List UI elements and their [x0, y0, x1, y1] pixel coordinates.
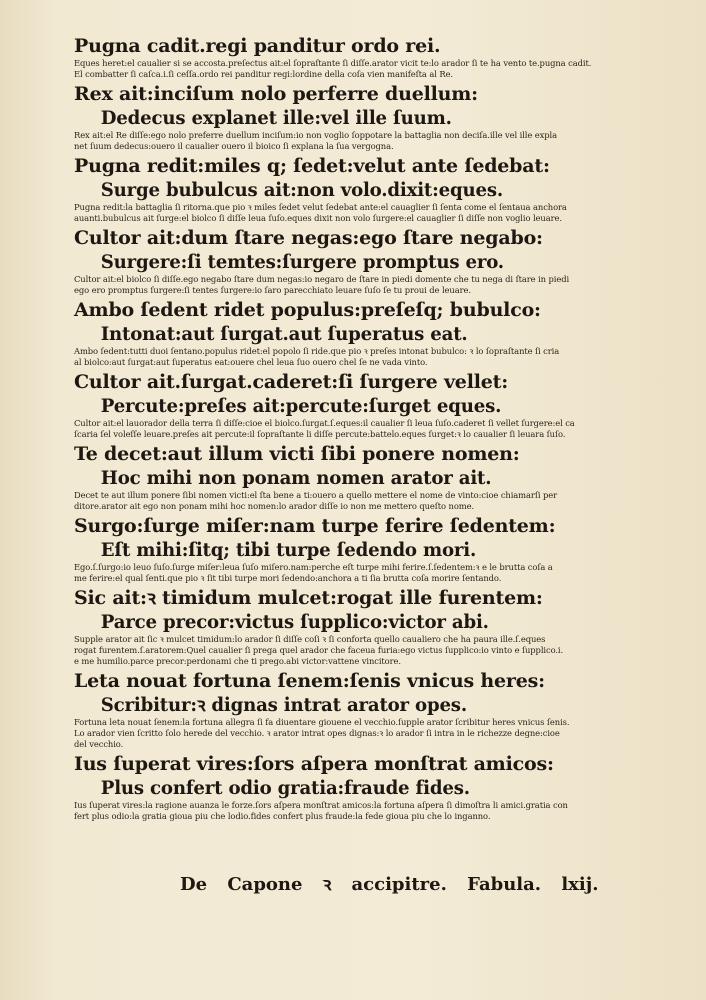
commentary-line: Pugna redit:la battaglia ſi ritorna.que pio ꝛ miles ſedet velut ſedebat ante:el cauaglier ſi ſenta come el ſentaua anchora	[74, 202, 567, 212]
verse-line: Te decet:aut illum victi ſibi ponere nomen:	[74, 443, 520, 465]
verse-line: Sic ait:ꝛ timidum mulcet:rogat ille furentem:	[74, 587, 543, 609]
verse-line: Pugna redit:miles q; ſedet:velut ante ſedebat:	[74, 155, 550, 177]
verse-line: Dedecus explanet ille:vel ille ſuum.	[100, 107, 452, 129]
verse-line: Leta nouat fortuna ſenem:ſenis vnicus heres:	[74, 670, 545, 692]
stanza	[74, 370, 694, 440]
commentary-line: Cultor ait:el biolco ſi diſſe.ego negabo ſtare dum negas:io negaro de ſtare in piedi domente che tu nega di ſtare in piedi	[74, 274, 570, 284]
commentary-line: al biolco:aut ſurgat:aut ſuperatus eat:ouere chel leua ſuo ouero chel ſe ne vada vinto.	[74, 357, 428, 367]
commentary-line: e me humilio.parce precor:perdonami che ti prego.abi victor:vattene vincitore.	[74, 656, 401, 666]
verse-line: Surgere:ſi temtes:ſurgere promptus ero.	[100, 251, 504, 273]
commentary-line: ditore.arator ait ego non ponam mihi hoc nomen:lo arador diſſe io non me mettero queſto nome.	[74, 501, 475, 511]
commentary-line: Ego.ſ.ſurgo:io leuo ſuſo.ſurge miſer:leua ſuſo miſero.nam:perche eſt turpe mihi ferire.ſ.ſedentem:ꝛ e le brutta coſa a	[74, 562, 553, 572]
verse-line: Intonat:aut ſurgat.aut ſuperatus eat.	[100, 323, 468, 345]
stanza	[74, 586, 694, 667]
next-fable-heading	[180, 872, 599, 896]
commentary-line: ego ero promptus ſurgere:ſi tentes ſurgere:io ſaro parecchiato leuare ſuſo ſe tu proui de leuare.	[74, 285, 471, 295]
verse-line: Eſt mihi:ſitq; tibi turpe ſedendo mori.	[100, 539, 477, 561]
commentary-line: Fortuna leta nouat ſenem:la fortuna allegra ſi fa diuentare giouene el vecchio.ſupple arator ſcribitur heres vnicus ſenis.	[74, 717, 570, 727]
stanza	[74, 752, 694, 822]
verse-line: Ius ſuperat vires:ſors aſpera monſtrat amicos:	[74, 753, 554, 775]
commentary-line: me ferire:el qual ſenti.que pio ꝛ ſit tibi turpe mori ſedendo:anchora a ti ſia brutta coſa morire ſentando.	[74, 573, 502, 583]
fable-text	[74, 34, 694, 824]
commentary-line: ſcaria ſel voleſſe leuare.preſes ait percute:il ſopraſtante li diſſe percute:battelo.eques ſurget:ꝛ lo caualier ſi leuara ſuſo.	[74, 429, 566, 439]
verse-line: Ambo ſedent ridet populus:preſeſq; bubulco:	[74, 299, 541, 321]
commentary-line: rogat furentem.ſ.aratorem:Quel caualier ſi prega quel arador che faceua furia:ego victus ſupplico:io vinto e ſupplico.i.	[74, 645, 564, 655]
stanza	[74, 298, 694, 368]
verse-line: Surge bubulcus ait:non volo.dixit:eques.	[100, 179, 503, 201]
verse-line: Percute:preſes ait:percute:ſurget eques.	[100, 395, 502, 417]
commentary-line: net ſuum dedecus:ouero il caualier ouero il bioico ſi explana la ſua vergogna.	[74, 141, 394, 151]
verse-line: Cultor ait.ſurgat.caderet:ſi ſurgere vellet:	[74, 371, 509, 393]
stanza	[74, 514, 694, 584]
commentary-line: Eques heret:el caualier si se accosta.preſectus ait:el ſopraſtante ſi diſſe.arator vicit te:lo arador ſi te ha vento te.pugna cadit.	[74, 58, 592, 68]
stanza	[74, 154, 694, 224]
commentary-line: Decet te aut illum ponere ſibi nomen victi:el ſta bene a ti:ouero a quello mettere el nome de vinto:cioe chiamarſi per	[74, 490, 557, 500]
verse-line: Cultor ait:dum ſtare negas:ego ſtare negabo:	[74, 227, 543, 249]
stanza	[74, 82, 694, 152]
stanza	[74, 442, 694, 512]
commentary-line: Cultor ait:el lauorador della terra ſi diſſe:cioe el biolco.ſurgat.ſ.eques:il caualier ſi leua ſuſo.caderet ſi vellet ſurgere:el ca	[74, 418, 575, 428]
commentary-line: Ambo ſedent:tutti duoi ſentano.populus ridet:el popolo ſi ride.que pio ꝛ preſes intonat bubulco: ꝛ lo ſopraſtante ſi cria	[74, 346, 560, 356]
next-fable-title: De Capone ꝛ accipitre.	[180, 874, 447, 895]
commentary-line: Ius ſuperat vires:la ragione auanza le forze.ſors aſpera monſtrat amicos:la fortuna aſpera ſi dimoſtra li amici.gratia con	[74, 800, 568, 810]
commentary-line: auanti.bubulcus ait ſurge:el biolco ſi diſſe leua ſuſo.eques dixit non volo ſurgere:el cauaglier ſi diſſe non voglio leuare.	[74, 213, 562, 223]
verse-line: Rex ait:inciſum nolo perferre duellum:	[74, 83, 478, 105]
commentary-line: fert plus odio:la gratia gioua piu che lodio.fides confert plus fraude:la fede gioua piu che lo inganno.	[74, 811, 491, 821]
verse-line: Plus confert odio gratia:fraude fides.	[100, 777, 470, 799]
stanza	[74, 34, 694, 80]
fable-number: lxij.	[561, 874, 599, 895]
verse-line: Hoc mihi non ponam nomen arator ait.	[100, 467, 492, 489]
commentary-line: Rex ait:el Re diſſe:ego nolo preferre duellum inciſum:io non voglio ſoppotare la battaglia non deciſa.ille vel ille expla	[74, 130, 557, 140]
stanza	[74, 226, 694, 296]
verse-line: Surgo:ſurge miſer:nam turpe ferire ſedentem:	[74, 515, 556, 537]
commentary-line: Supple arator ait ſic ꝛ mulcet timidum:lo arador ſi diſſe coſi ꝛ ſi conforta quello caualiero che ha paura ille.ſ.eques	[74, 634, 546, 644]
fable-label: Fabula.	[467, 874, 542, 895]
verse-line: Parce precor:victus ſupplico:victor abi.	[100, 611, 489, 633]
commentary-line: Lo arador vien ſcritto ſolo herede del vecchio. ꝛ arator intrat opes dignas:ꝛ lo arador ſi intra in le richezze degne:cioe	[74, 728, 560, 738]
stanza	[74, 669, 694, 750]
verse-line: Pugna cadit.regi panditur ordo rei.	[74, 35, 441, 57]
commentary-line: El combatter ſi caſca.i.ſi ceſſa.ordo rei panditur regi:lordine della coſa vien manifeſta al Re.	[74, 69, 453, 79]
verse-line: Scribitur:ꝛ dignas intrat arator opes.	[100, 694, 467, 716]
commentary-line: del vecchio.	[74, 739, 124, 749]
